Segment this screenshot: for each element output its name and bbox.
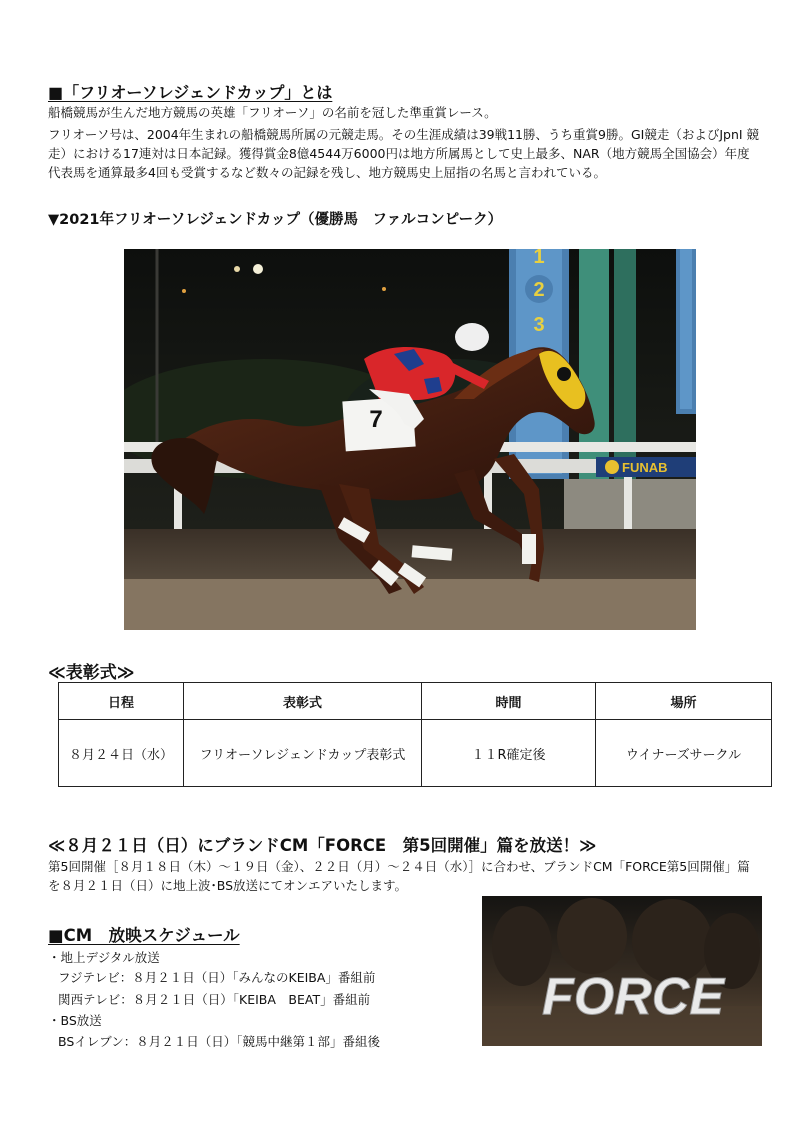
cm-title: ≪８月２１日（日）にブランドCM「FORCE 第5回開催」篇を放送！≫ xyxy=(48,836,597,855)
schedule-line: BSイレブン：８月２１日（日）「競馬中継第１部」番組後 xyxy=(58,1034,381,1049)
header-date: 日程 xyxy=(59,683,184,720)
gate-number-1: 1 xyxy=(533,249,545,268)
saddle-number: 7 xyxy=(369,406,383,433)
cell-place: ウイナーズサークル xyxy=(596,720,772,787)
about-lead-text: 船橋競馬が生んだ地方競馬の英雄「フリオーソ」の名前を冠した準重賞レース。 xyxy=(48,105,497,120)
force-logo: FORCE xyxy=(542,968,724,1026)
race-photo xyxy=(124,249,696,630)
cm-body-text: 第5回開催［８月１８日（木）～１９日（金）、２２日（月）～２４日（水）］に合わせ、ブランドCM「FORCE第5回開催」篇を８月２１日（日）に地上波･BS放送にてオンエアいたします。 xyxy=(48,859,750,893)
gate-number-3: 3 xyxy=(533,314,545,336)
table-header-row xyxy=(59,683,772,720)
cell-ceremony: フリオーソレジェンドカップ表彰式 xyxy=(184,720,422,787)
cell-time: １１R確定後 xyxy=(422,720,596,787)
ceremony-table xyxy=(58,682,772,787)
photo-caption: ▼2021年フリオーソレジェンドカップ（優勝馬 ファルコンピーク） xyxy=(48,212,503,228)
force-cm-image xyxy=(482,896,762,1046)
banner-text: FUNAB xyxy=(622,460,668,475)
about-body-text: フリオーソ号は、2004年生まれの船橋競馬所属の元競走馬。その生涯成績は39戦11勝、うち重賞9勝。GI競走（およびJpnI 競走）における17連対は日本記録。獲得賞金8億4544万6000円は地方所属馬として史上最多、NAR（地方競馬全国協会）年度代表馬を通算最多4回も受賞するなど数々の記録を残し、地方競馬史上屈指の名馬と言われている。 xyxy=(48,127,760,180)
schedule-line: ・地上デジタル放送 xyxy=(48,950,160,965)
schedule-line: フジテレビ：８月２１日（日）「みんなのKEIBA」番組前 xyxy=(58,970,376,985)
ceremony-title: ≪表彰式≫ xyxy=(48,663,135,683)
gate-number-2: 2 xyxy=(533,279,545,301)
header-time: 時間 xyxy=(422,683,596,720)
header-place: 場所 xyxy=(596,683,772,720)
cell-date: ８月２４日（水） xyxy=(59,720,184,787)
jockey-helmet xyxy=(455,323,489,351)
stadium-light xyxy=(253,264,263,274)
header-ceremony: 表彰式 xyxy=(184,683,422,720)
section-title-about: ■「フリオーソレジェンドカップ」とは xyxy=(48,83,333,102)
table-row xyxy=(59,720,772,787)
schedule-line: 関西テレビ：８月２１日（日）「KEIBA BEAT」番組前 xyxy=(58,992,371,1007)
schedule-line: ・BS放送 xyxy=(48,1013,102,1028)
schedule-title: ■CM 放映スケジュール xyxy=(48,926,240,945)
